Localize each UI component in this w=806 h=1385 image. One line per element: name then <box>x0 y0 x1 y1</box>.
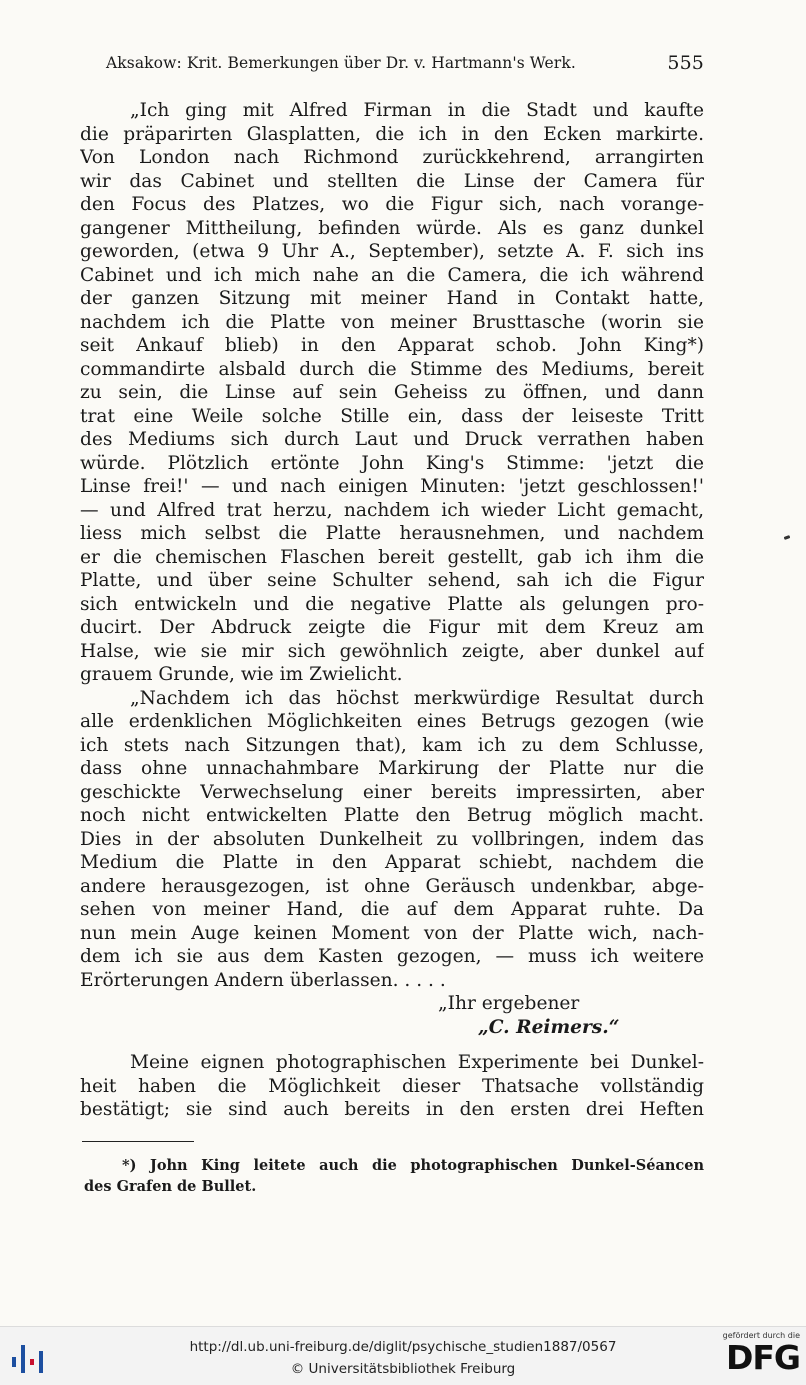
text-line: ducirt. Der Abdruck zeigte die Figur mit dem Kreuz am <box>80 617 704 638</box>
text-line: wir das Cabinet und stellten die Linse der Camera für <box>80 170 704 192</box>
page-number: 555 <box>667 52 704 74</box>
text-line: Medium die Platte in den Apparat schiebt, nachdem die <box>80 852 704 873</box>
text-line: zu sein, die Linse auf sein Geheiss zu öffnen, und dann <box>80 382 704 403</box>
copyright-notice: © Universitätsbibliothek Freiburg <box>290 1361 516 1377</box>
text-line: Linse frei!' — und nach einigen Minuten: 'jetzt geschlossen!' <box>80 476 704 497</box>
text-line: heit haben die Möglichkeit dieser Thatsache vollständig <box>80 1075 704 1097</box>
text-line: sich entwickeln und die negative Platte als gelungen pro- <box>80 593 704 615</box>
text-line: Cabinet und ich mich nahe an die Camera, die ich während <box>80 264 704 286</box>
viewer-footer <box>0 1326 806 1385</box>
text-line: dass ohne unnachahmbare Markirung der Platte nur die <box>80 758 704 779</box>
running-title: Aksakow: Krit. Bemerkungen über Dr. v. Hartmann's Werk. <box>106 54 576 72</box>
text-line: ich stets nach Sitzungen that), kam ich zu dem Schlusse, <box>80 734 704 756</box>
text-line: alle erdenklichen Möglichkeiten eines Betrugs gezogen (wie <box>80 711 704 732</box>
footnote-line: *) John King leitete auch die photographischen Dunkel-Séancen <box>122 1157 704 1174</box>
text-line: noch nicht entwickelten Platte den Betrug möglich macht. <box>80 805 704 826</box>
footnote <box>84 1155 704 1197</box>
text-line: Halse, wie sie mir sich gewöhnlich zeigte, aber dunkel auf <box>80 640 704 662</box>
text-line: sehen von meiner Hand, die auf dem Apparat ruhte. Da <box>80 899 704 920</box>
text-line: der ganzen Sitzung mit meiner Hand in Contakt hatte, <box>80 288 704 309</box>
text-line: seit Ankauf blieb) in den Apparat schob. John King*) <box>80 335 704 356</box>
text-line: dem ich sie aus dem Kasten gezogen, — muss ich weitere <box>80 946 704 967</box>
text-line: des Mediums sich durch Laut und Druck verrathen haben <box>80 429 704 450</box>
text-line: gangener Mittheilung, befinden würde. Als es ganz dunkel <box>80 217 704 239</box>
text-line: Erörterungen Andern überlassen. . . . . <box>80 969 446 991</box>
dfg-logo: DFG <box>725 1338 800 1377</box>
body-text <box>80 99 704 1122</box>
text-line: die präparirten Glasplatten, die ich in den Ecken markirte. <box>80 123 704 145</box>
text-line: Von London nach Richmond zurückkehrend, arrangirten <box>80 147 704 168</box>
closing-line: „Ihr ergebener <box>438 993 580 1014</box>
text-line: grauem Grunde, wie im Zwielicht. <box>80 664 403 685</box>
document-url[interactable]: http://dl.ub.uni-freiburg.de/diglit/psychische_studien1887/0567 <box>189 1339 617 1355</box>
footnote-rule <box>82 1141 194 1142</box>
text-line: nachdem ich die Platte von meiner Brusttasche (worin sie <box>80 311 704 333</box>
text-line: trat eine Weile solche Stille ein, dass der leiseste Tritt <box>80 405 704 427</box>
dfg-funding <box>712 1331 800 1381</box>
text-line: geschickte Verwechselung einer bereits impressirten, aber <box>80 781 704 803</box>
margin-mark <box>784 535 791 540</box>
funding-note: gefördert durch die <box>722 1331 800 1340</box>
text-line: Platte, und über seine Schulter sehend, sah ich die Figur <box>80 570 704 591</box>
text-line: — und Alfred trat herzu, nachdem ich wieder Licht gemacht, <box>80 499 704 521</box>
text-line: würde. Plötzlich ertönte John King's Stimme: 'jetzt die <box>80 452 704 474</box>
text-line: den Focus des Platzes, wo die Figur sich, nach vorange- <box>80 194 704 215</box>
text-line: andere herausgezogen, ist ohne Geräusch undenkbar, abge- <box>80 875 704 897</box>
text-line: liess mich selbst die Platte herausnehmen, und nachdem <box>80 523 704 544</box>
text-line: er die chemischen Flaschen bereit gestellt, gab ich ihm die <box>80 546 704 568</box>
footnote-line: des Grafen de Bullet. <box>84 1178 257 1195</box>
text-line: nun mein Auge keinen Moment von der Platte wich, nach- <box>80 922 704 944</box>
text-line: „Nachdem ich das höchst merkwürdige Resultat durch <box>130 687 704 709</box>
text-line: bestätigt; sie sind auch bereits in den ersten drei Heften <box>80 1099 704 1120</box>
text-line: commandirte alsbald durch die Stimme des Mediums, bereit <box>80 358 704 380</box>
text-line: geworden, (etwa 9 Uhr A., September), setzte A. F. sich ins <box>80 241 704 262</box>
text-line: „Ich ging mit Alfred Firman in die Stadt und kaufte <box>130 100 704 121</box>
running-header <box>106 54 704 78</box>
signature: „C. Reimers.“ <box>478 1016 620 1038</box>
text-line: Meine eignen photographischen Experimente bei Dunkel- <box>130 1052 704 1073</box>
text-line: Dies in der absoluten Dunkelheit zu vollbringen, indem das <box>80 828 704 850</box>
